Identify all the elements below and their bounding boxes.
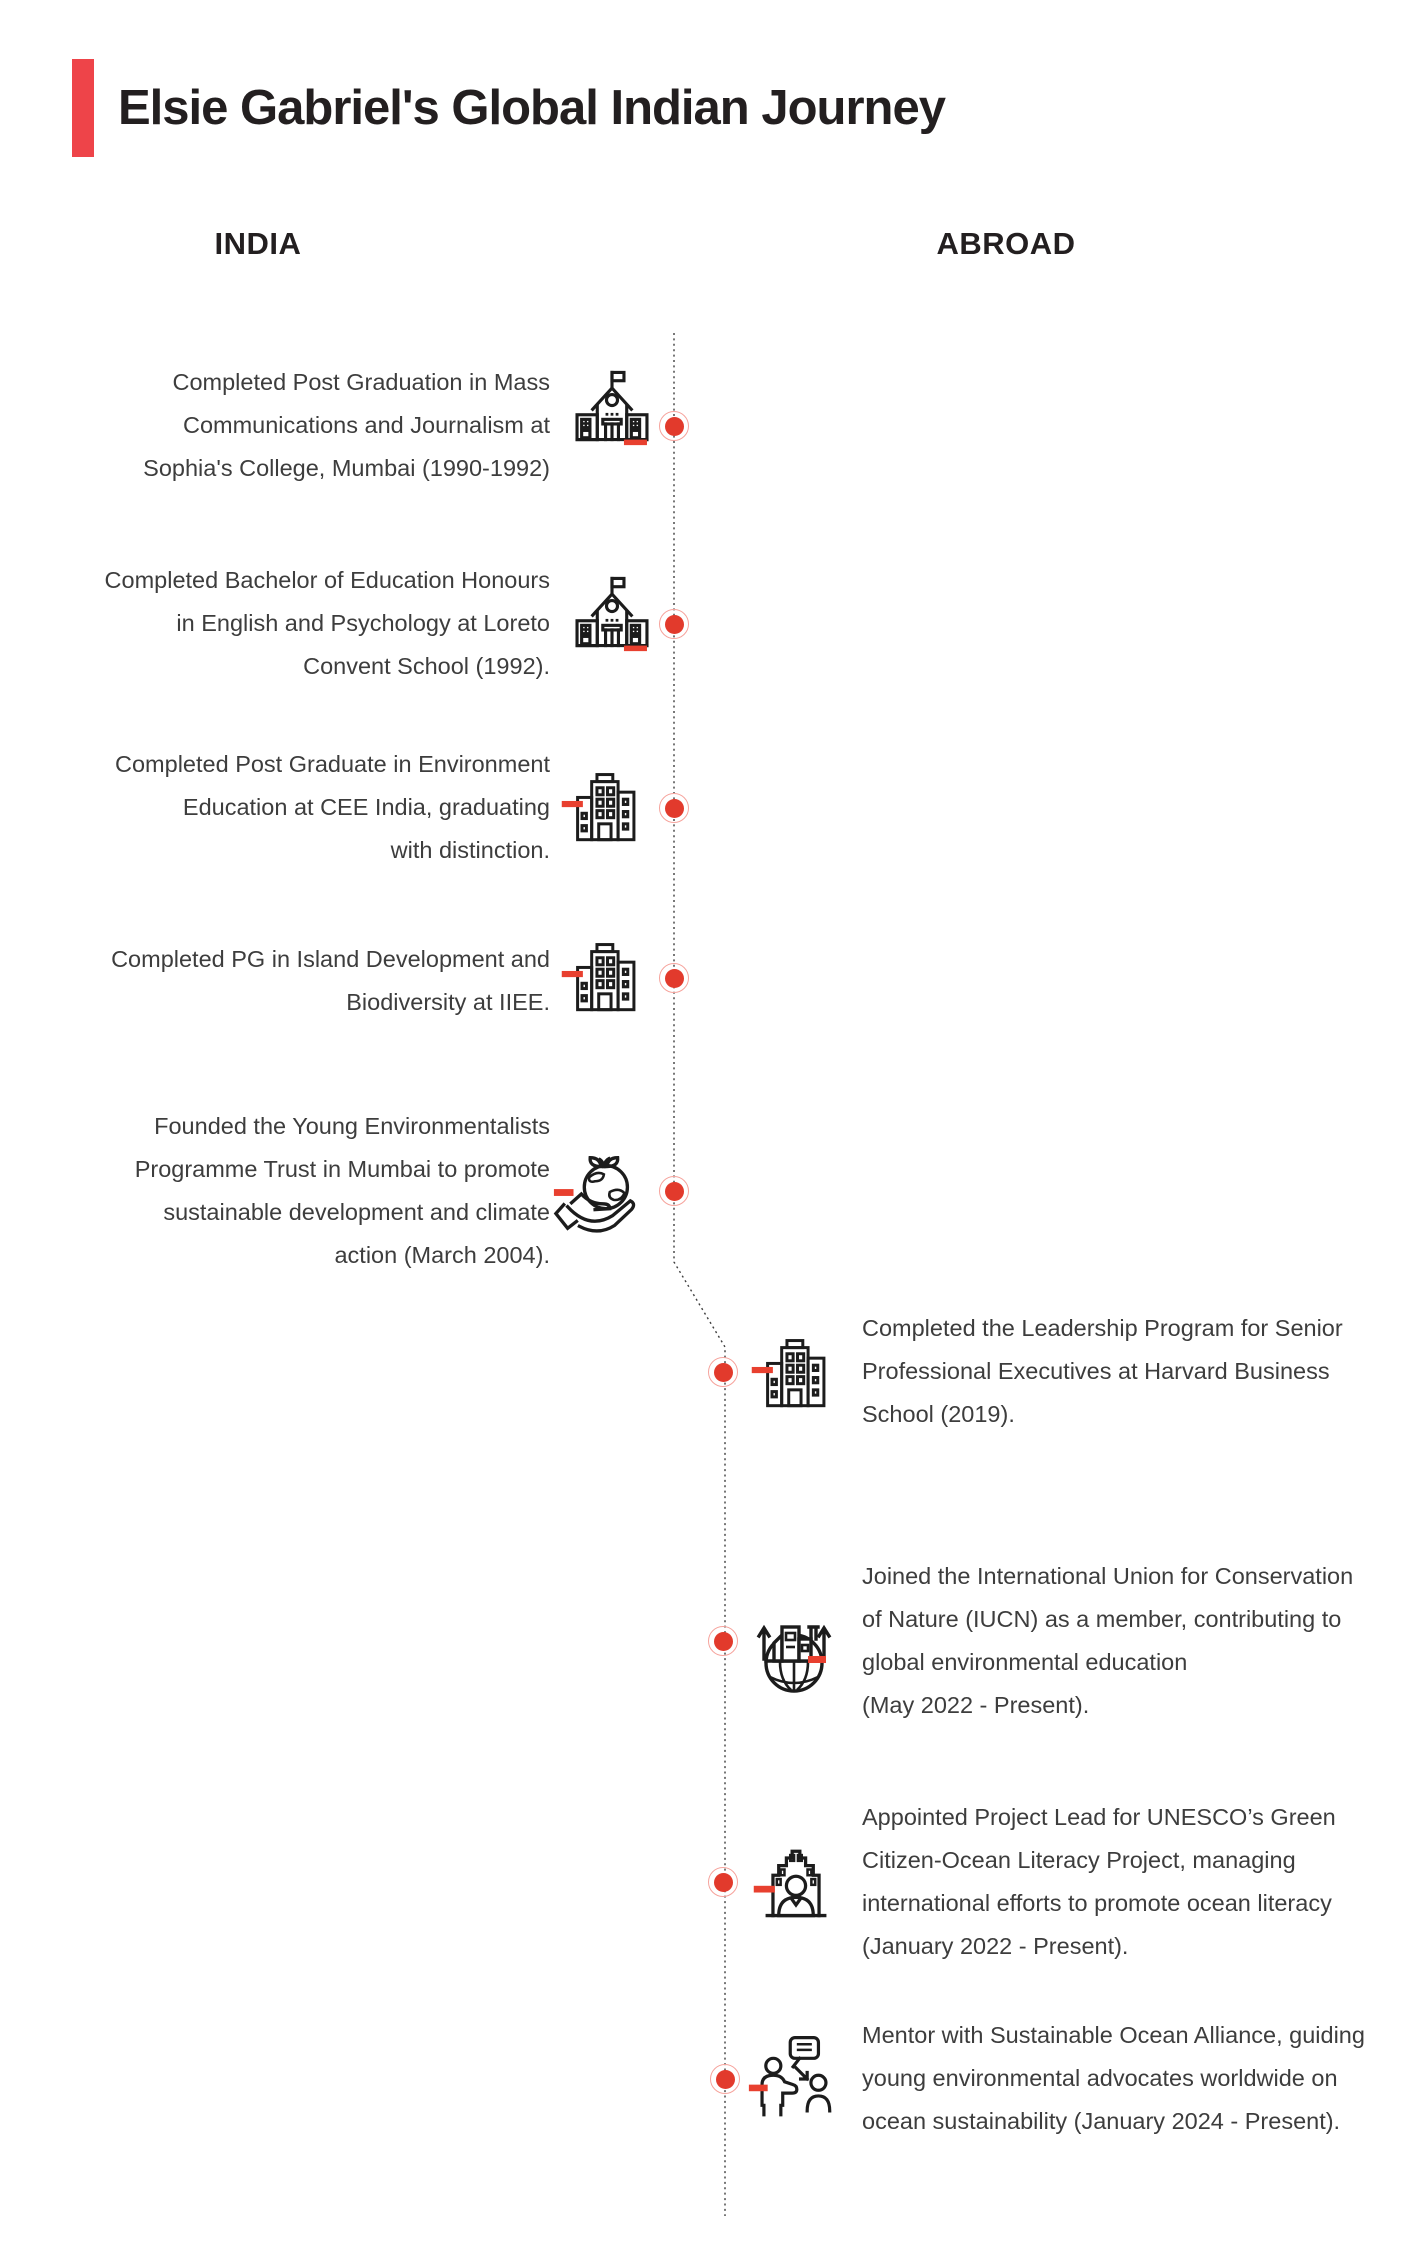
timeline-item-text-line: Sophia's College, Mumbai (1990-1992) xyxy=(143,455,550,481)
hand-holding-earth-icon xyxy=(550,1144,648,1242)
timeline-item xyxy=(862,2014,1414,2143)
mentorship-conversation-icon xyxy=(747,2032,841,2126)
timeline-item xyxy=(85,559,550,688)
column-header-abroad: ABROAD xyxy=(936,226,1076,261)
timeline-dot-core xyxy=(665,969,684,988)
timeline-item-text-line: Completed Post Graduation in Mass xyxy=(172,369,550,395)
timeline-item-text-line: Convent School (1992). xyxy=(303,653,550,679)
timeline-dot xyxy=(659,963,689,993)
timeline-dot-core xyxy=(665,417,684,436)
timeline-dot-core xyxy=(665,799,684,818)
timeline-item-text-line: (May 2022 - Present). xyxy=(862,1692,1090,1718)
timeline-dot xyxy=(708,1626,738,1656)
office-building-icon xyxy=(749,1330,839,1418)
timeline-item-text-line: Completed PG in Island Development and xyxy=(111,946,550,972)
timeline-dot-core xyxy=(714,1873,733,1892)
timeline-item-text-line: in English and Psychology at Loreto xyxy=(176,610,550,636)
timeline-item xyxy=(862,1307,1414,1436)
timeline-item-text-line: ocean sustainability (January 2024 - Present). xyxy=(862,2108,1341,2134)
timeline-item-text-line: Completed Bachelor of Education Honours xyxy=(104,567,550,593)
timeline-item-text-line: Professional Executives at Harvard Business xyxy=(862,1358,1330,1384)
timeline-item-text-line: School (2019). xyxy=(862,1401,1015,1427)
office-building-icon xyxy=(558,764,650,852)
timeline-item-text-line: international efforts to promote ocean literacy xyxy=(862,1890,1332,1916)
timeline-item-text-line: action (March 2004). xyxy=(334,1242,550,1268)
office-building-icon xyxy=(558,934,650,1022)
timeline-item xyxy=(85,1105,550,1277)
timeline-dot-core xyxy=(716,2070,735,2089)
timeline-item-text-line: global environmental education xyxy=(862,1649,1188,1675)
timeline-item xyxy=(862,1555,1414,1727)
timeline-item xyxy=(85,938,550,1024)
timeline-item-text-line: Completed Post Graduate in Environment xyxy=(115,751,550,777)
timeline-dot-core xyxy=(665,1182,684,1201)
school-building-icon xyxy=(566,572,658,664)
timeline-item-text-line: Joined the International Union for Conservation xyxy=(862,1563,1354,1589)
timeline-item-text-line: young environmental advocates worldwide on xyxy=(862,2065,1338,2091)
timeline-dot xyxy=(708,1357,738,1387)
timeline-dot-core xyxy=(714,1632,733,1651)
timeline-item-text-line: Founded the Young Environmentalists xyxy=(154,1113,550,1139)
person-building-icon xyxy=(748,1833,844,1929)
timeline-dot-core xyxy=(665,615,684,634)
timeline-item-text-line: of Nature (IUCN) as a member, contributing to xyxy=(862,1606,1342,1632)
timeline-dot xyxy=(710,2064,740,2094)
timeline-item xyxy=(862,1796,1414,1968)
timeline-item-text-line: Mentor with Sustainable Ocean Alliance, guiding xyxy=(862,2022,1365,2048)
timeline-item-text-line: Programme Trust in Mumbai to promote xyxy=(134,1156,550,1182)
page-title: Elsie Gabriel's Global Indian Journey xyxy=(118,81,945,135)
timeline-dot xyxy=(659,411,689,441)
timeline-item-text-line: Education at CEE India, graduating xyxy=(182,794,550,820)
timeline-item-text-line: Completed the Leadership Program for Senior xyxy=(862,1315,1343,1341)
globe-industry-icon xyxy=(744,1605,844,1705)
timeline-item xyxy=(85,743,550,872)
timeline-item-text-line: sustainable development and climate xyxy=(163,1199,550,1225)
timeline-dot xyxy=(659,609,689,639)
timeline-dot xyxy=(659,1176,689,1206)
timeline-item-text-line: (January 2022 - Present). xyxy=(862,1933,1129,1959)
school-building-icon xyxy=(566,366,658,458)
timeline-item-text-line: Biodiversity at IIEE. xyxy=(346,989,550,1015)
timeline-item-text-line: Communications and Journalism at xyxy=(182,412,550,438)
timeline-item-text-line: with distinction. xyxy=(390,837,550,863)
column-header-india: INDIA xyxy=(214,226,302,261)
timeline-item-text-line: Appointed Project Lead for UNESCO’s Green xyxy=(862,1804,1336,1830)
timeline-dot-core xyxy=(714,1363,733,1382)
timeline-item xyxy=(85,361,550,490)
timeline-dot xyxy=(659,793,689,823)
timeline-item-text-line: Citizen-Ocean Literacy Project, managing xyxy=(862,1847,1296,1873)
timeline-dot xyxy=(708,1867,738,1897)
